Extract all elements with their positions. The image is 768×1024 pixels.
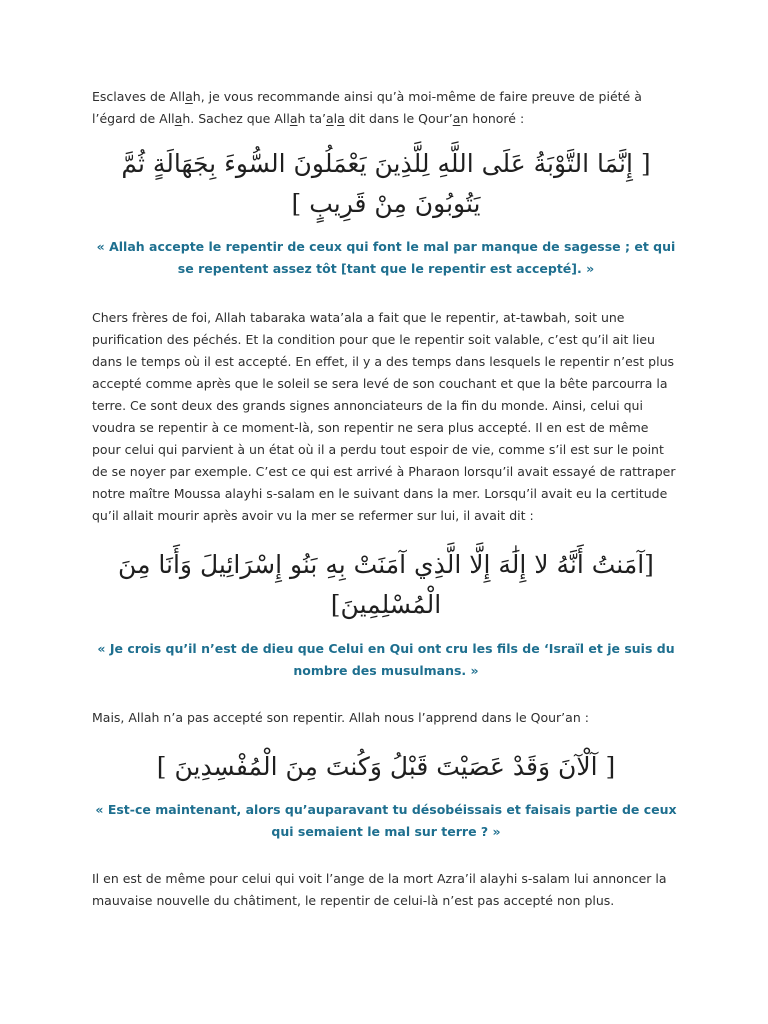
intro-text: h. Sachez que All [182, 111, 290, 126]
arabic-verse-2: [آمَنتُ أَنَّهُ لا إِلَٰهَ إِلَّا الَّذِي آمَنَتْ بِهِ بَنُو إِسْرَائِيلَ وَأَنَا مِنَ الْمُسْلِمِينَ] [118, 550, 654, 619]
arabic-verse-1: [ إِنَّمَا التَّوْبَةُ عَلَى اللَّهِ لِلَّذِينَ يَعْمَلُونَ السُّوءَ بِجَهَالَةٍ ثُمَّ يَتُوبُونَ مِنْ قَرِيبٍ ] [121, 149, 651, 218]
underlined-letter: a [325, 111, 334, 126]
intro-text: h ta’ [297, 111, 326, 126]
underlined-letter: a [452, 111, 461, 126]
intro-text: Esclaves de All [92, 89, 186, 104]
paragraph-pharaon: Chers frères de foi, Allah tabaraka wata’ala a fait que le repentir, at-tawbah, soit une purification des péchés. Et la condition pour que le repentir soit valable, c’est qu’il ait lieu dans le temps où il est accepté. En effet, il y a des temps dans lesquels le repentir n’est plus accepté comme après que le soleil se sera levé de son couchant et que la bête parcourra la terre. Ce sont deux des grands signes annonciateurs de la fin du monde. Ainsi, celui qui voudra se repentir à ce moment-là, son repentir ne sera plus accepté. Il en est de même pour celui qui parvient à un état où il a perdu tout espoir de vie, comme s’il est sur le point de se noyer par exemple. C’est ce qui est arrivé à Pharaon lorsqu’il avait essayé de rattraper notre maître Moussa alayhi s-salam en le suivant dans la mer. Lorsqu’il avait eu la certitude qu’il allait mourir après avoir vu la mer se refermer sur lui, il avait dit : [92, 310, 676, 523]
intro-text: dit dans le Qour’ [344, 111, 453, 126]
underlined-letter: a [185, 89, 193, 104]
verse-2-translation: « Je crois qu’il n’est de dieu que Celui en Qui ont cru les fils de ‘Israïl et je suis du nombre des musulmans. » [97, 641, 675, 678]
intro-text: h, je vous recommande ainsi qu’à moi-même de faire preuve de piété à l’égard de All [92, 89, 642, 126]
verse-1-translation: « Allah accepte le repentir de ceux qui font le mal par manque de sagesse ; et qui se repentent assez tôt [tant que le repentir est accepté]. » [96, 239, 676, 276]
underlined-letter: a [337, 111, 345, 126]
verse-3-translation: « Est-ce maintenant, alors qu’auparavant tu désobéissais et faisais partie de ceux qui semaient le mal sur terre ? » [95, 802, 677, 839]
paragraph-azrail: Il en est de même pour celui qui voit l’ange de la mort Azra’il alayhi s-salam lui annoncer la mauvaise nouvelle du châtiment, le repentir de celui-là n’est pas accepté non plus. [92, 871, 667, 908]
underlined-letter: a [289, 111, 298, 126]
underlined-letter: a [174, 111, 183, 126]
paragraph-not-accepted: Mais, Allah n’a pas accepté son repentir. Allah nous l’apprend dans le Qour’an : [92, 710, 589, 725]
intro-text: l [333, 111, 338, 126]
document-page [92, 86, 680, 912]
intro-text: n honoré : [460, 111, 525, 126]
arabic-verse-3: [ آلْآنَ وَقَدْ عَصَيْتَ قَبْلُ وَكُنتَ مِنَ الْمُفْسِدِينَ ] [156, 752, 616, 781]
intro-paragraph [92, 86, 680, 130]
